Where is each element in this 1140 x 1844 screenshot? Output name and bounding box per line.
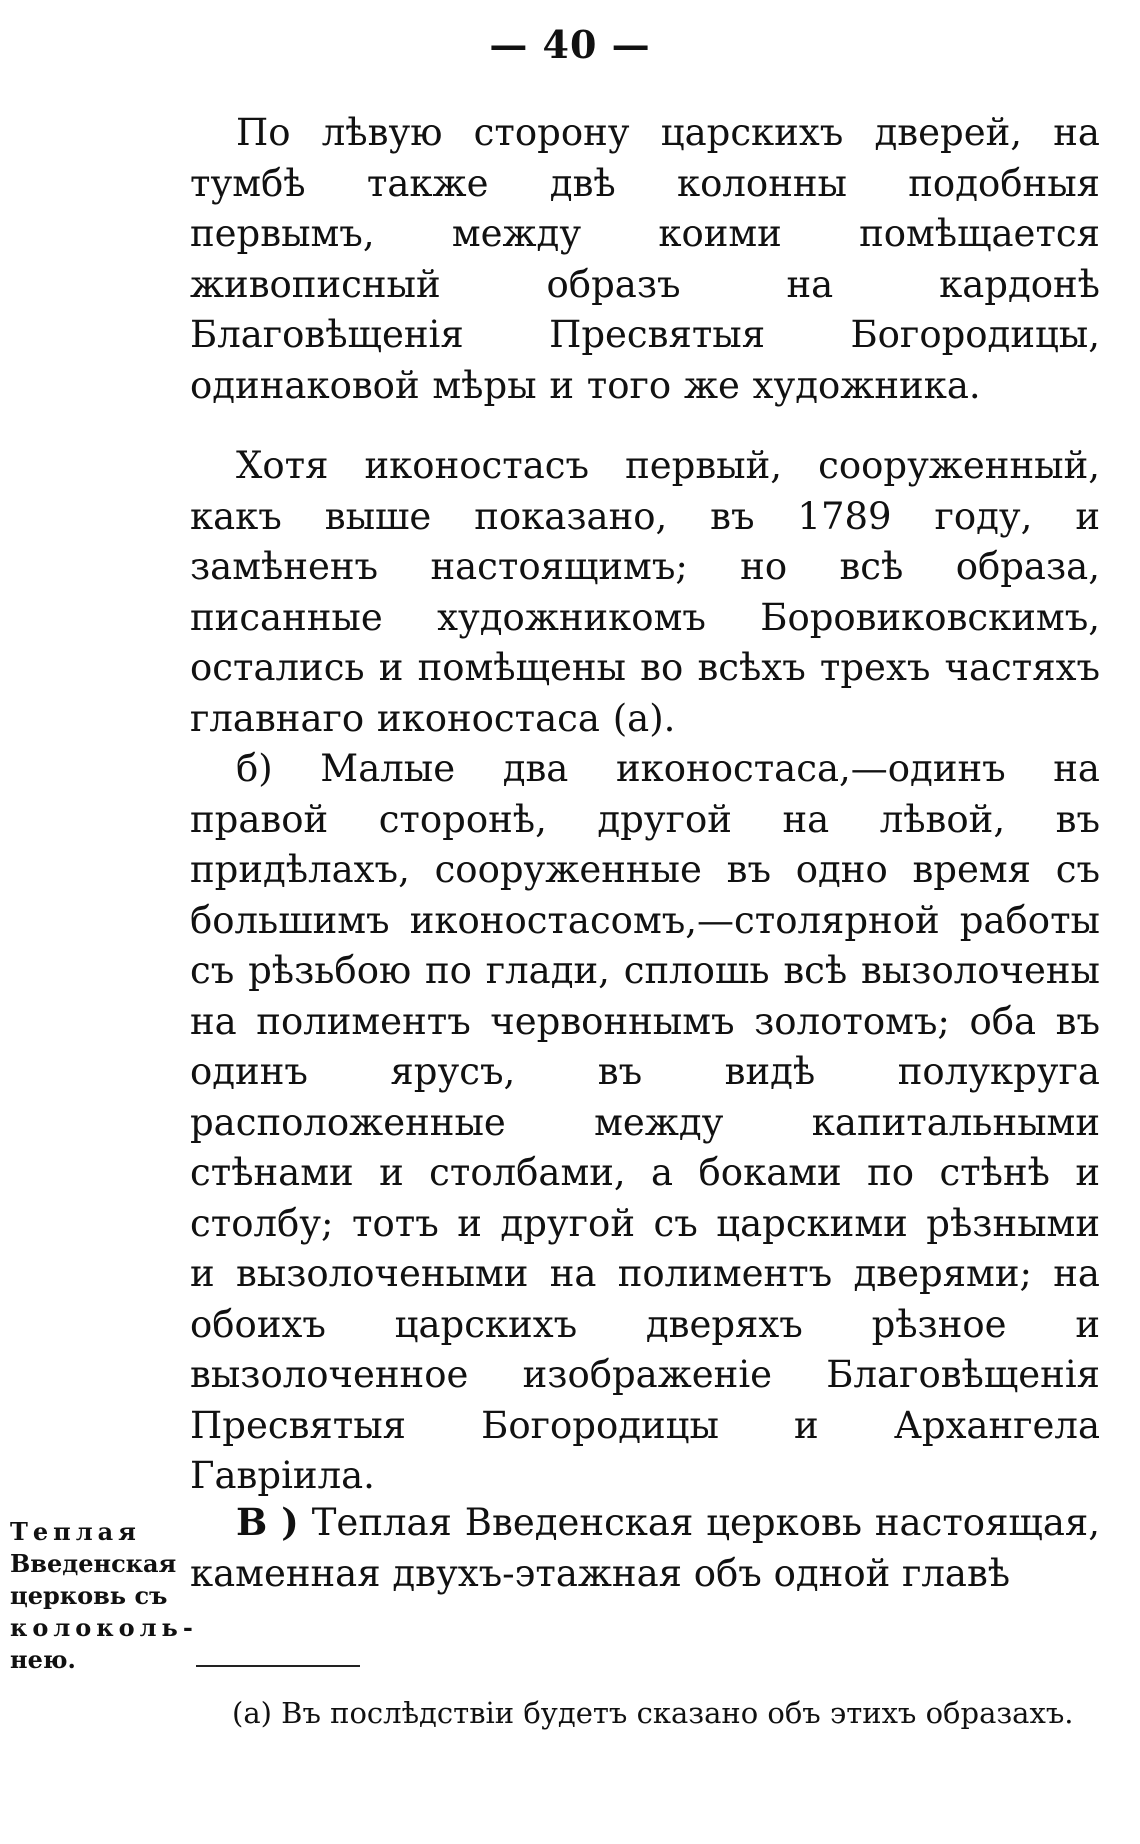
paragraph-left-doors: По лѣвую сторону царскихъ дверей, на тумбѣ также двѣ колонны подобныя первымъ, между коими помѣщается живописный образъ на кардонѣ Благовѣщенія Пресвятыя Богородицы, одинаковой мѣры и того же художника. [190, 111, 1100, 407]
section-letter: В ) [236, 1500, 299, 1544]
page-number: — 40 — [489, 22, 651, 67]
margin-note-line: нею. [10, 1645, 76, 1674]
margin-note-line: Теплая [10, 1517, 141, 1546]
section-text: Теплая Введенская церковь настоящая, каменная двухъ-этажная объ одной главѣ [190, 1501, 1100, 1595]
section-heading-paragraph [190, 1497, 1100, 1599]
footnote-rule [196, 1665, 360, 1667]
margin-note-line: колоколь- [10, 1613, 198, 1642]
margin-note-line: церковь съ [10, 1581, 168, 1610]
margin-note [10, 1516, 198, 1676]
paragraph-small-iconostases: б) Малые два иконостаса,—одинъ на правой сторонѣ, другой на лѣвой, въ придѣлахъ, сооруженные въ одно время съ большимъ иконостасомъ,—столярной работы съ рѣзьбою по глади, сплошь всѣ вызолочены на полиментъ червоннымъ золотомъ; оба въ одинъ ярусъ, въ видѣ полукруга расположенные между капитальными стѣнами и столбами, а боками по стѣнѣ и столбу; тотъ и другой съ царскими рѣзными и вызолочеными на полиментъ дверями; на обоихъ царскихъ дверяхъ рѣзное и вызолоченное изображеніе Благовѣщенія Пресвятыя Богородицы и Архангела Гавріила. [190, 747, 1100, 1497]
paragraph-first-iconostasis: Хотя иконостасъ первый, сооруженный, какъ выше показано, въ 1789 году, и замѣненъ настоящимъ; но всѣ образа, писанные художникомъ Боровиковскимъ, остались и помѣщены во всѣхъ трехъ частяхъ главнаго иконостаса (а). [190, 444, 1100, 740]
margin-note-line: Введенская [10, 1549, 177, 1578]
footnote: (а) Въ послѣдствіи будетъ сказано объ этихъ образахъ. [232, 1696, 1074, 1730]
main-text [190, 108, 1100, 1502]
